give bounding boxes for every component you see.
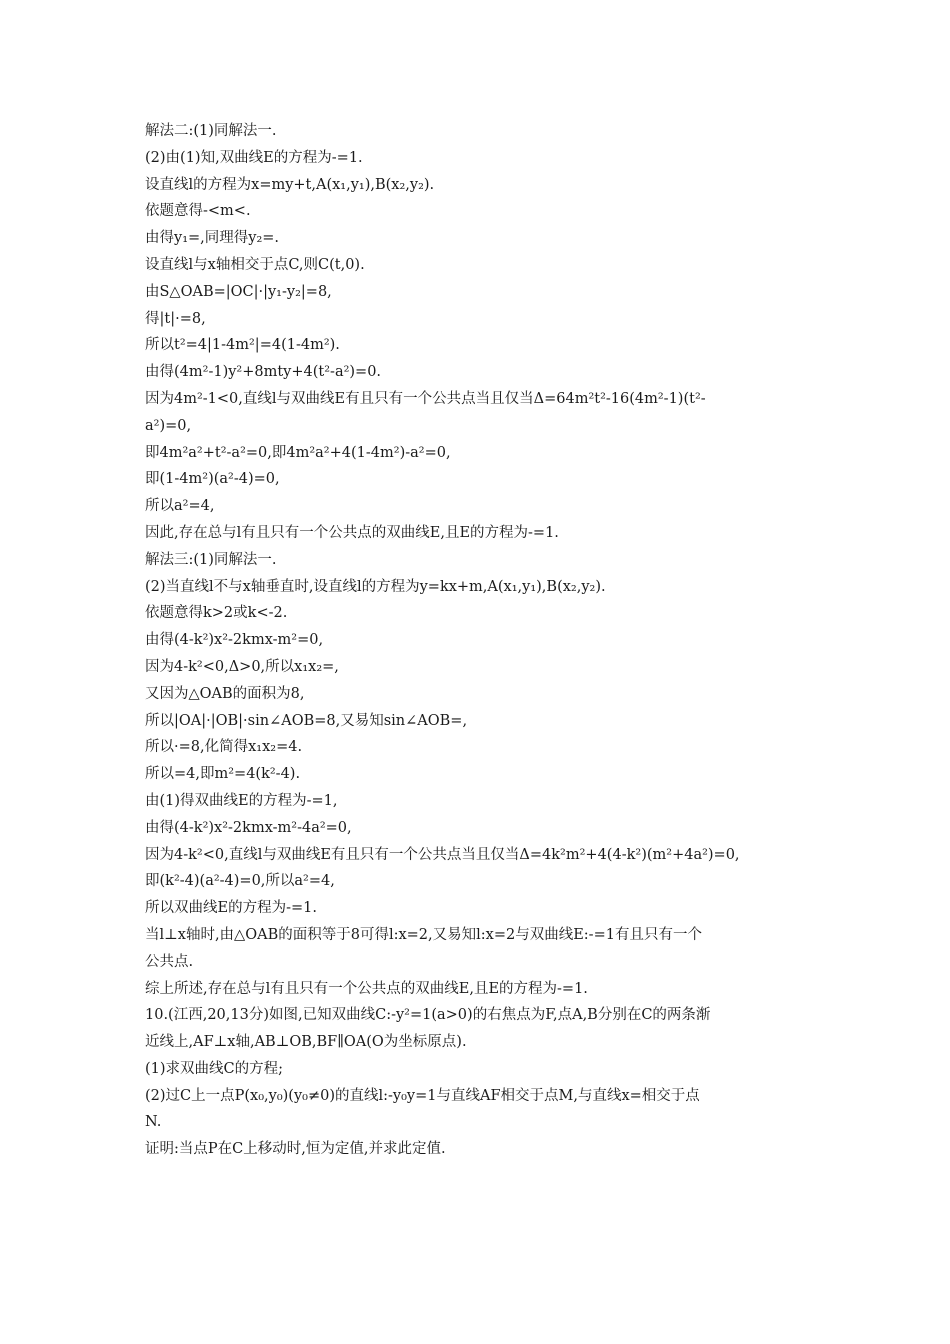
- text-line: 由(1)得双曲线E的方程为-=1,: [145, 792, 338, 809]
- text-line: 依题意得-<m<.: [145, 203, 251, 220]
- text-line: 近线上,AF⊥x轴,AB⊥OB,BF∥OA(O为坐标原点).: [145, 1034, 467, 1051]
- text-line: 因此,存在总与l有且只有一个公共点的双曲线E,且E的方程为-=1.: [145, 524, 559, 541]
- text-line: 所以t²=4|1-4m²|=4(1-4m²).: [145, 337, 340, 354]
- text-line: 综上所述,存在总与l有且只有一个公共点的双曲线E,且E的方程为-=1.: [145, 980, 588, 997]
- text-line: 所以|OA|·|OB|·sin∠AOB=8,又易知sin∠AOB=,: [145, 712, 468, 729]
- text-line: 设直线l的方程为x=my+t,A(x₁,y₁),B(x₂,y₂).: [145, 176, 435, 193]
- text-line: N.: [145, 1114, 162, 1131]
- document-body: [145, 118, 815, 1163]
- text-line: 因为4-k²<0,直线l与双曲线E有且只有一个公共点当且仅当Δ=4k²m²+4(4-k²)(m²+4a²)=0,: [145, 846, 740, 863]
- text-line: 依题意得k>2或k<-2.: [145, 605, 288, 622]
- text-line: 因为4m²-1<0,直线l与双曲线E有且只有一个公共点当且仅当Δ=64m²t²-16(4m²-1)(t²-: [145, 390, 706, 407]
- text-line: 解法三:(1)同解法一.: [145, 551, 277, 568]
- text-line: 由得(4-k²)x²-2kmx-m²=0,: [145, 632, 324, 649]
- text-line: 证明:当点P在C上移动时,恒为定值,并求此定值.: [145, 1141, 446, 1158]
- text-line: 又因为△OAB的面积为8,: [145, 685, 305, 702]
- text-line: 所以=4,即m²=4(k²-4).: [145, 766, 301, 783]
- text-line: 所以双曲线E的方程为-=1.: [145, 900, 317, 917]
- text-line: a²)=0,: [145, 417, 192, 434]
- text-line: 即(1-4m²)(a²-4)=0,: [145, 471, 280, 488]
- text-line: (1)求双曲线C的方程;: [145, 1060, 284, 1077]
- text-line: 由得y₁=,同理得y₂=.: [145, 230, 280, 247]
- text-line: 所以·=8,化简得x₁x₂=4.: [145, 739, 303, 756]
- text-line: 得|t|·=8,: [145, 310, 206, 327]
- text-line: 由得(4-k²)x²-2kmx-m²-4a²=0,: [145, 819, 352, 836]
- text-line: 所以a²=4,: [145, 498, 215, 515]
- text-line: 设直线l与x轴相交于点C,则C(t,0).: [145, 256, 365, 273]
- text-line: 由S△OAB=|OC|·|y₁-y₂|=8,: [145, 283, 332, 300]
- text-line: (2)由(1)知,双曲线E的方程为-=1.: [145, 149, 363, 166]
- text-line: 10.(江西,20,13分)如图,已知双曲线C:-y²=1(a>0)的右焦点为F,点A,B分别在C的两条渐: [145, 1007, 711, 1024]
- text-line: (2)当直线l不与x轴垂直时,设直线l的方程为y=kx+m,A(x₁,y₁),B(x₂,y₂).: [145, 578, 606, 595]
- text-line: 因为4-k²<0,Δ>0,所以x₁x₂=,: [145, 658, 339, 675]
- text-line: 公共点.: [145, 953, 194, 970]
- text-line: (2)过C上一点P(x₀,y₀)(y₀≠0)的直线l:-y₀y=1与直线AF相交于点M,与直线x=相交于点: [145, 1087, 700, 1104]
- text-line: 解法二:(1)同解法一.: [145, 123, 277, 139]
- text-line: 当l⊥x轴时,由△OAB的面积等于8可得l:x=2,又易知l:x=2与双曲线E:-=1有且只有一个: [145, 926, 702, 943]
- text-line: 由得(4m²-1)y²+8mty+4(t²-a²)=0.: [145, 364, 382, 381]
- text-line: 即(k²-4)(a²-4)=0,所以a²=4,: [145, 873, 335, 890]
- text-line: 即4m²a²+t²-a²=0,即4m²a²+4(1-4m²)-a²=0,: [145, 444, 451, 461]
